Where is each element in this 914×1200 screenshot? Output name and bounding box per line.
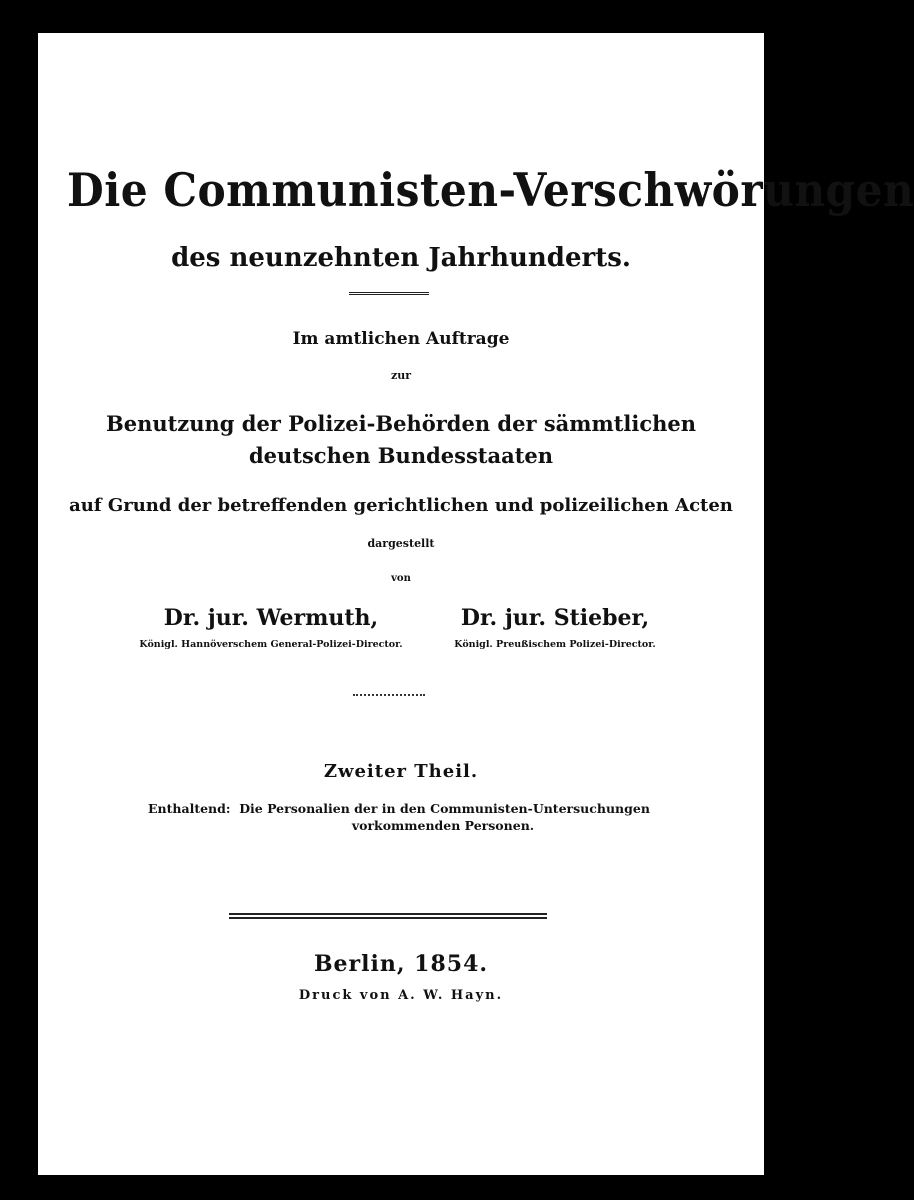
von-word: von <box>391 573 411 584</box>
ornamental-rule-top <box>349 292 429 295</box>
commission-line: Im amtlichen Auftrage <box>292 329 510 349</box>
dargestellt-word: dargestellt <box>367 537 435 550</box>
ornamental-rule-middle <box>353 694 425 696</box>
purpose-line-2: deutschen Bundesstaaten <box>248 443 554 468</box>
contents-label: Enthaltend: <box>148 801 231 816</box>
book-subtitle: des neunzehnten Jahrhunderts. <box>171 243 631 273</box>
zur-word: zur <box>390 369 412 382</box>
printer-line: Druck von A. W. Hayn. <box>298 988 504 1003</box>
contents-line-1: Die Personalien der in den Communisten-Untersuchungen <box>239 801 650 816</box>
contents-description <box>148 801 668 833</box>
book-title: Die Communisten-Verschwörungen <box>67 163 914 217</box>
author-wermuth <box>126 605 416 650</box>
author-name: Dr. jur. Stieber, <box>460 605 650 631</box>
author-role: Königl. Preußischem Polizei-Director. <box>454 639 656 650</box>
author-role: Königl. Hannöverschem General-Polizei-Director. <box>139 639 403 650</box>
basis-line: auf Grund der betreffenden gerichtlichen und polizeilichen Acten <box>69 495 733 516</box>
part-label: Zweiter Theil. <box>323 761 479 782</box>
author-name: Dr. jur. Wermuth, <box>163 605 379 631</box>
title-page <box>38 33 914 1175</box>
contents-line-2: vorkommenden Personen. <box>351 818 535 833</box>
purpose-line-1: Benutzung der Polizei-Behörden der sämmtlichen <box>105 411 697 436</box>
contents-row-1 <box>148 801 668 816</box>
place-date: Berlin, 1854. <box>313 951 489 977</box>
double-rule <box>229 913 547 919</box>
author-stieber <box>420 605 690 650</box>
